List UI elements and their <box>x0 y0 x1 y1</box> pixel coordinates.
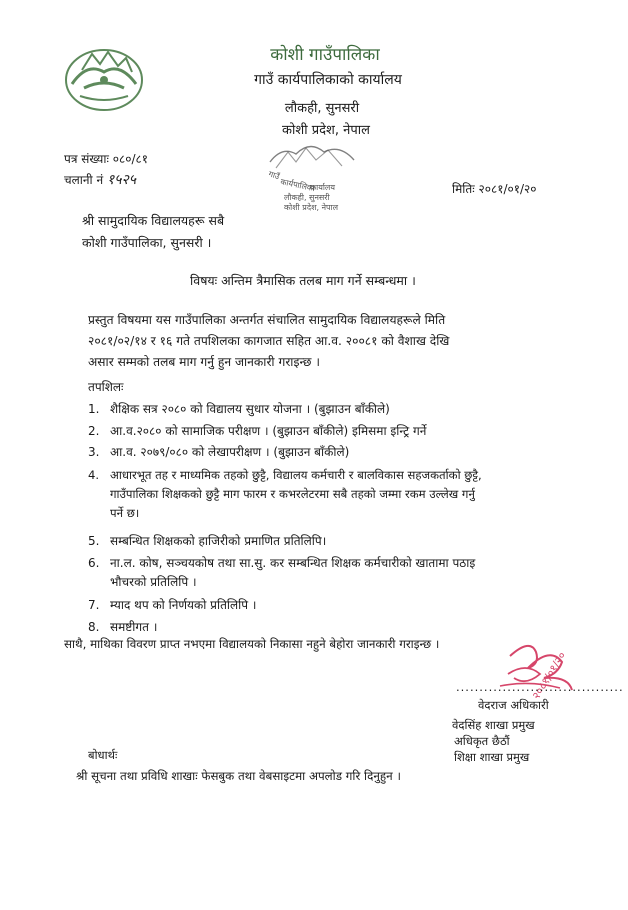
intro-line-1: प्रस्तुत विषयमा यस गाउँपालिका अन्तर्गत संचालित सामुदायिक विद्यालयहरूले मिति <box>88 313 446 327</box>
list-item-text: शैक्षिक सत्र २०८० को विद्यालय सुधार योजना । (बुझाउन बाँकीले) <box>110 402 390 416</box>
list-item <box>88 400 588 419</box>
letter-subject: विषयः अन्तिम त्रैमासिक तलब माग गर्ने सम्बन्धमा । <box>190 273 416 288</box>
date-label: मितिः <box>452 182 475 196</box>
recipient-line-2: कोशी गाउँपालिका, सुनसरी । <box>82 235 212 250</box>
stamp-text-3: कार्यालय <box>310 183 335 192</box>
list-item-text: पर्ने छ। <box>110 506 140 520</box>
intro-line-2: २०८१/०२/१४ र १६ गते तपशिलका कागजात सहित आ.व. २००८१ को वैशाख देखि <box>88 334 450 348</box>
signatory-title-2: अधिकृत छैठौं <box>454 734 510 748</box>
list-item-number: 5. <box>88 534 100 548</box>
list-item-text: ना.ल. कोष, सञ्चयकोष तथा सा.सु. कर सम्बन्धित शिक्षक कर्मचारीको खातामा पठाइ <box>110 556 476 570</box>
list-item-number: 4. <box>88 468 100 482</box>
list-item <box>88 554 588 592</box>
office-province: कोशी प्रदेश, नेपाल <box>282 123 370 138</box>
office-title: गाउँ कार्यपालिकाको कार्यालय <box>254 72 402 88</box>
closing-note: साथै, माथिका विवरण प्राप्त नभएमा विद्यालयको निकासा नहुने बेहोरा जानकारी गराइन्छ । <box>64 637 440 651</box>
stamp-text-4: लौकही, सुनसरी <box>284 193 330 202</box>
signatory-title-1: वेदसिंह शाखा प्रमुख <box>452 718 535 732</box>
letter-number-value: ०८०/८१ <box>112 152 148 166</box>
list-item-number: 7. <box>88 598 100 612</box>
dispatch-number <box>64 170 136 189</box>
list-item <box>88 466 588 523</box>
list-item-text: गाउँपालिका शिक्षकको छुट्टै माग फारम र कभरलेटरमा सबै तहको जम्मा रकम उल्लेख गर्नु <box>110 487 475 501</box>
office-stamp-icon <box>262 132 362 214</box>
list-item-number: 1. <box>88 402 100 416</box>
list-item-text: आ.व. २०७९/०८० को लेखापरीक्षण । (बुझाउन बाँकीले) <box>110 445 350 459</box>
list-item-number: 6. <box>88 556 100 570</box>
stamp-text-2: कार्यपालिका <box>279 177 316 194</box>
details-label: तपशिलः <box>88 380 124 394</box>
list-item-text: सम्बन्धित शिक्षकको हाजिरीको प्रमाणित प्रतिलिपि। <box>110 534 327 548</box>
dispatch-number-value: १५२५ <box>106 172 137 188</box>
signatory-title-3: शिक्षा शाखा प्रमुख <box>454 750 530 764</box>
stamp-text-1: गाउँ <box>267 169 281 182</box>
signature-dots: .................................... <box>456 680 624 694</box>
list-item-text: आधारभूत तह र माध्यमिक तहको छुट्टै, विद्यालय कर्मचारी र बालविकास सहजकर्ताको छुट्टै, <box>110 468 482 482</box>
list-item-number: 3. <box>88 445 100 459</box>
list-item <box>88 443 588 462</box>
office-location: लौकही, सुनसरी <box>284 101 360 116</box>
letter-date <box>452 180 537 197</box>
list-item <box>88 422 588 441</box>
list-item-text: म्याद थप को निर्णयको प्रतिलिपि । <box>110 598 257 612</box>
list-item-text: समष्टीगत । <box>110 620 158 634</box>
list-item-number: 2. <box>88 424 100 438</box>
list-item <box>88 532 588 551</box>
list-item-text: भौचरको प्रतिलिपि । <box>110 575 197 589</box>
list-item-text: आ.व.२०८० को सामाजिक परीक्षण । (बुझाउन बाँकीले) इमिसमा इन्ट्रि गर्ने <box>110 424 427 438</box>
list-item <box>88 596 588 615</box>
cc-line: श्री सूचना तथा प्रविधि शाखाः फेसबुक तथा वेबसाइटमा अपलोड गरि दिनुहुन । <box>76 769 401 783</box>
recipient-line-1: श्री सामुदायिक विद्यालयहरू सबै <box>82 213 225 228</box>
dispatch-number-label: चलानी नं <box>64 173 104 187</box>
stamp-text-5: कोशी प्रदेश, नेपाल <box>284 203 339 212</box>
letter-number-label: पत्र संख्याः <box>64 152 109 166</box>
list-item-number: 8. <box>88 620 100 634</box>
handwritten-date: २०८१/०१/२० <box>529 649 569 702</box>
date-value: २०८१/०१/२० <box>478 182 537 196</box>
municipality-title: कोशी गाउँपालिका <box>270 45 380 65</box>
intro-paragraph <box>88 310 588 373</box>
nepal-emblem-icon <box>62 44 146 112</box>
intro-line-3: असार सम्मको तलब माग गर्नु हुन जानकारी गराइन्छ । <box>88 355 320 369</box>
cc-label: बोधार्थः <box>88 748 118 762</box>
letter-number <box>64 150 148 167</box>
signatory-name: वेदराज अधिकारी <box>478 698 549 712</box>
